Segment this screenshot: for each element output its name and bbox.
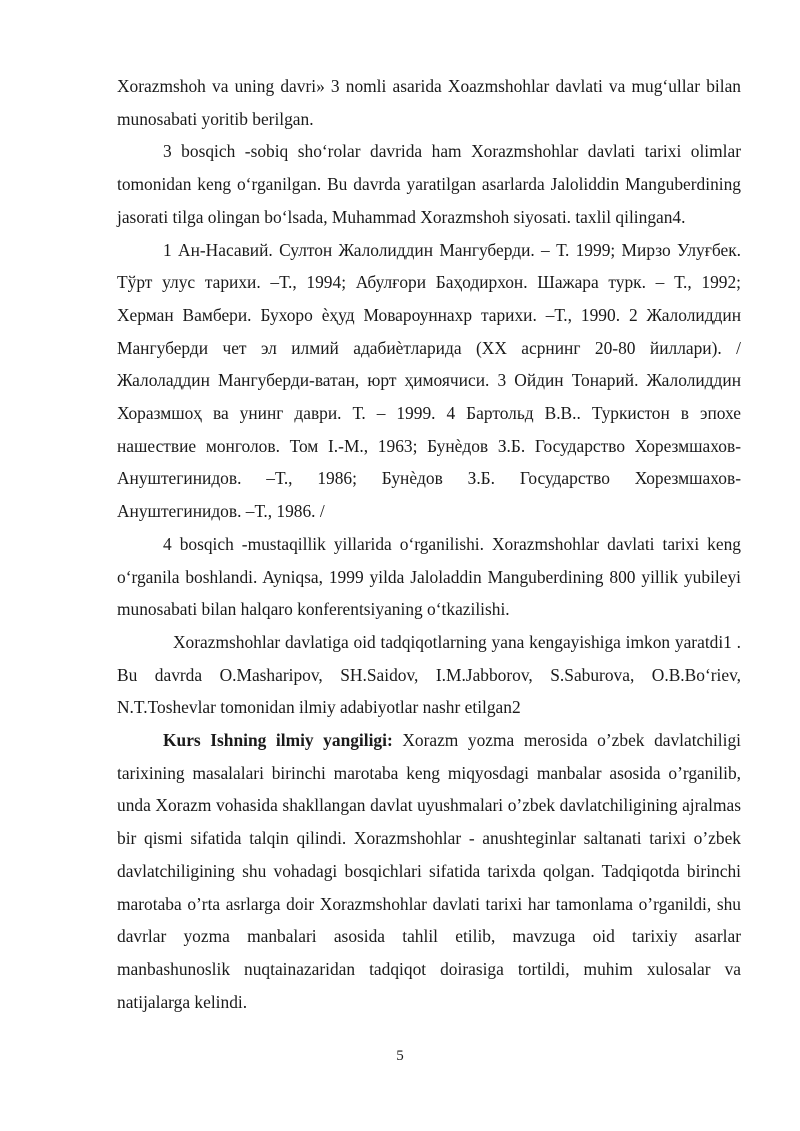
- paragraph-continuation: Xorazmshoh va uning davri» 3 nomli asarida Xoazmshohlar davlati va mug‘ullar bilan munosabati yoritib berilgan.: [117, 76, 741, 129]
- paragraph-scientific-novelty: [117, 724, 741, 1018]
- footnote-references: 1 Ан-Насавий. Султон Жалолиддин Мангуберди. – Т. 1999; Мирзо Улуғбек. Тўрт улус тарихи. –Т., 1994; Абулғори Баҳодирхон. Шажара турк. – Т., 1992; Херман Вамбери. Бухоро ѐҳуд Мовароуннахр тарихи. –Т., 1990. 2 Жалолиддин Мангуберди чет эл илмий адабиѐтларида (XX асрнинг 20-80 йиллари). / Жалоладдин Мангуберди-ватан, юрт ҳимоячиси. 3 Ойдин Тонарий. Жалолиддин Хоразмшоҳ ва унинг даври. Т. – 1999. 4 Бартольд В.В.. Туркистон в эпохе нашествие монголов. Том I.-М., 1963; Бунѐдов З.Б. Государство Хорезмшахов-Ануштегинидов. –Т., 1986; Бунѐдов З.Б. Государство Хорезмшахов-Ануштегинидов. –Т., 1986. /: [117, 239, 741, 522]
- paragraph-stage-3: 3 bosqich -sobiq sho‘rolar davrida ham Xorazmshohlar davlati tarixi olimlar tomonidan keng o‘rganilgan. Bu davrda yaratilgan asarlarda Jaloliddin Manguberdining jasorati tilga olingan bo‘lsada, Muhammad Xorazmshoh siyosati. taxlil qilingan4.: [117, 141, 741, 227]
- paragraph-stage-4: 4 bosqich -mustaqillik yillarida o‘rganilishi. Xorazmshohlar davlati tarixi keng o‘rganila boshlandi. Ayniqsa, 1999 yilda Jaloladdin Manguberdining 800 yillik yubileyi munosabati bilan halqaro konferentsiyaning o‘tkazilishi.: [117, 533, 741, 620]
- paragraph-research-expansion: Xorazmshohlar davlatiga oid tadqiqotlarning yana kengayishiga imkon yaratdi1 . Bu davrda O.Masharipov, SH.Saidov, I.M.Jabborov, S.Saburova, O.B.Bo‘riev, N.T.Toshevlar tomonidan ilmiy adabiyotlar nashr etilgan2: [117, 631, 741, 718]
- scientific-novelty-heading: Kurs Ishning ilmiy yangiligi:: [163, 730, 393, 751]
- page-number: 5: [396, 1048, 404, 1064]
- scientific-novelty-body: Xorazm yozma merosida o’zbek davlatchiligi tarixining masalalari birinchi marotaba keng miqyosdagi manbalar asosida o’rganilib, unda Xorazm vohasida shakllangan davlat uyushmalari o’zbek davlatchiligining ajralmas bir qismi sifatida talqin qilindi. Xorazmshohlar - anushteginlar saltanati tarixi o’zbek davlatchiligining shu vohadagi bosqichlari sifatida tarixda qolgan. Tadqiqotda birinchi marotaba o’rta asrlarga doir Xorazmshohlar davlati tarixi har tamonlama o’rganildi, shu davrlar yozma manbalari asosida tahlil etilib, mavzuga oid tarixiy asarlar manbashunoslik nuqtainazaridan tadqiqot doirasiga tortildi, muhim xulosalar va natijalarga kelindi.: [117, 730, 741, 1012]
- document-page: [117, 70, 741, 1018]
